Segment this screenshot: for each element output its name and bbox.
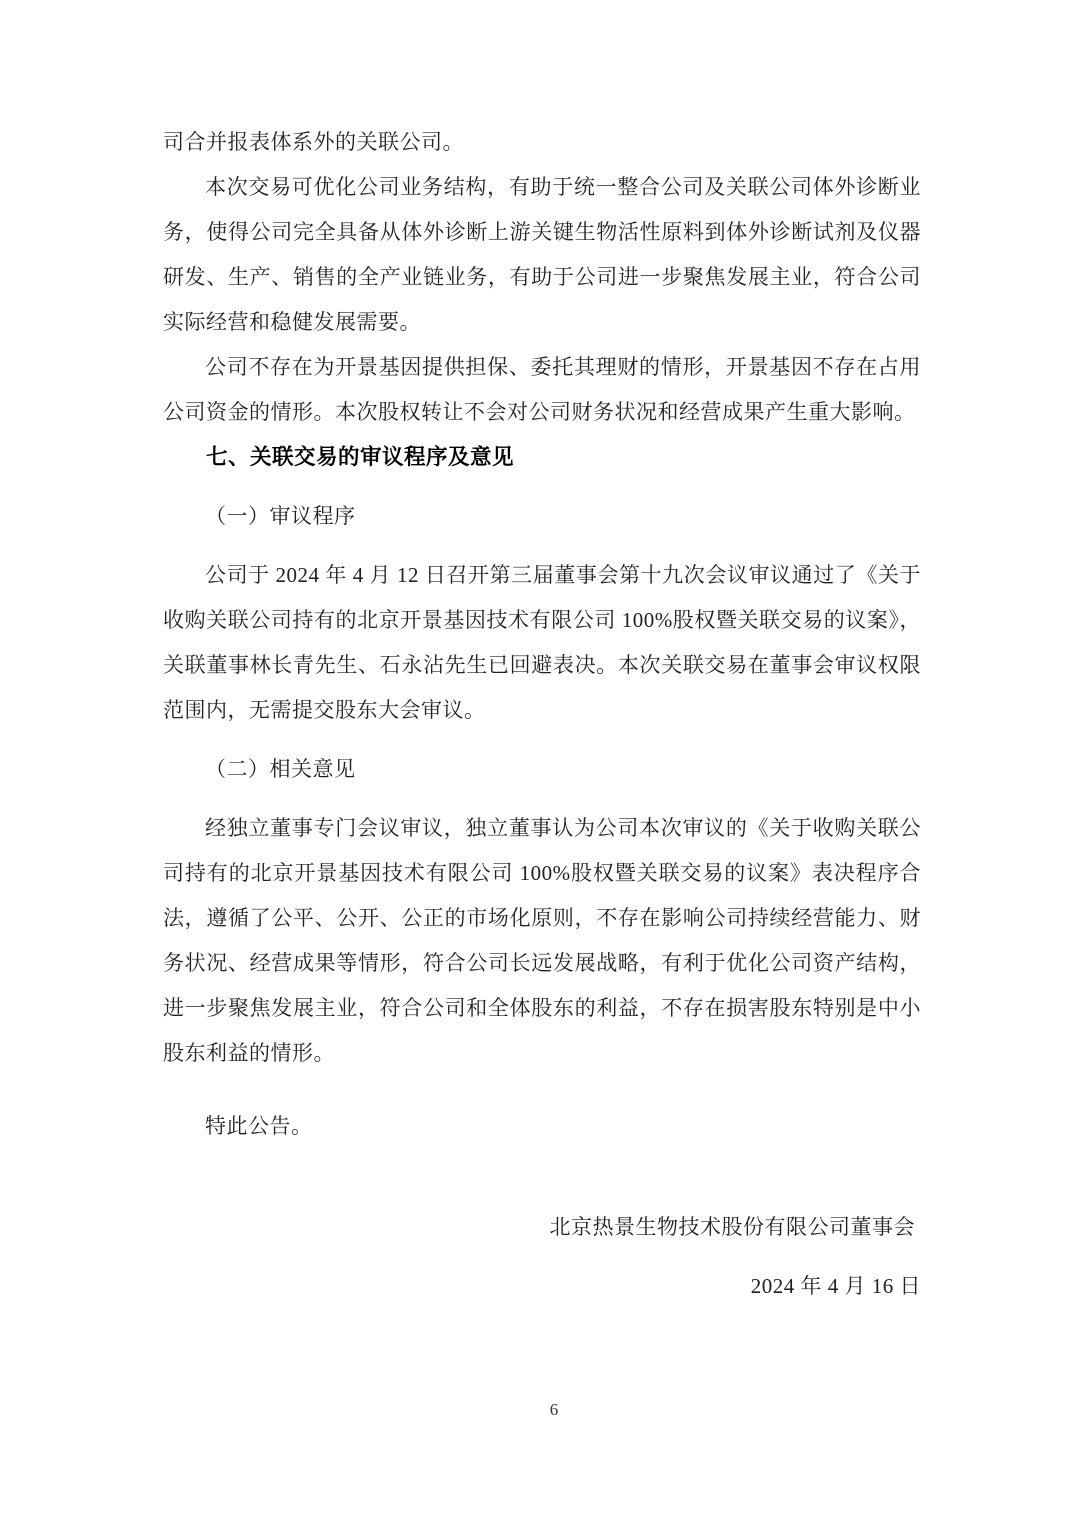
paragraph-review-procedure: 公司于 2024 年 4 月 12 日召开第三届董事会第十九次会议审议通过了《关于收购关联公司持有的北京开景基因技术有限公司 100%股权暨关联交易的议案》，关联董事林长青先生、石永沾先生已回避表决。本次关联交易在董事会审议权限范围内，无需提交股东大会审议。 <box>163 563 921 722</box>
paragraph-no-guarantee: 公司不存在为开景基因提供担保、委托其理财的情形，开景基因不存在占用公司资金的情形。本次股权转让不会对公司财务状况和经营成果产生重大影响。 <box>163 355 921 424</box>
signature-block <box>163 1205 921 1309</box>
paragraph-independent-director-opinion: 经独立董事专门会议审议，独立董事认为公司本次审议的《关于收购关联公司持有的北京开景基因技术有限公司 100%股权暨关联交易的议案》表决程序合法，遵循了公平、公开、公正的市场化原则，不存在影响公司持续经营能力、财务状况、经营成果等情形，符合公司长远发展战略，有利于优化公司资产结构，进一步聚焦发展主业，符合公司和全体股东的利益，不存在损害股东特别是中小股东利益的情形。 <box>163 816 921 1065</box>
page-number: 6 <box>549 1400 559 1419</box>
document-body <box>163 120 921 1309</box>
paragraph-business-structure: 本次交易可优化公司业务结构，有助于统一整合公司及关联公司体外诊断业务，使得公司完全具备从体外诊断上游关键生物活性原料到体外诊断试剂及仪器研发、生产、销售的全产业链业务，有助于公司进一步聚焦发展主业，符合公司实际经营和稳健发展需要。 <box>163 175 921 334</box>
subsection-heading-related-opinions: （二）相关意见 <box>205 757 356 781</box>
continuation-text: 司合并报表体系外的关联公司。 <box>163 130 464 154</box>
section-heading-review-procedures: 七、关联交易的审议程序及意见 <box>206 445 515 469</box>
subsection-heading-review-procedure: （一）审议程序 <box>205 504 356 528</box>
announcement-date: 2024 年 4 月 16 日 <box>750 1274 921 1298</box>
board-signature: 北京热景生物技术股份有限公司董事会 <box>549 1215 915 1239</box>
closing-statement: 特此公告。 <box>205 1114 313 1138</box>
